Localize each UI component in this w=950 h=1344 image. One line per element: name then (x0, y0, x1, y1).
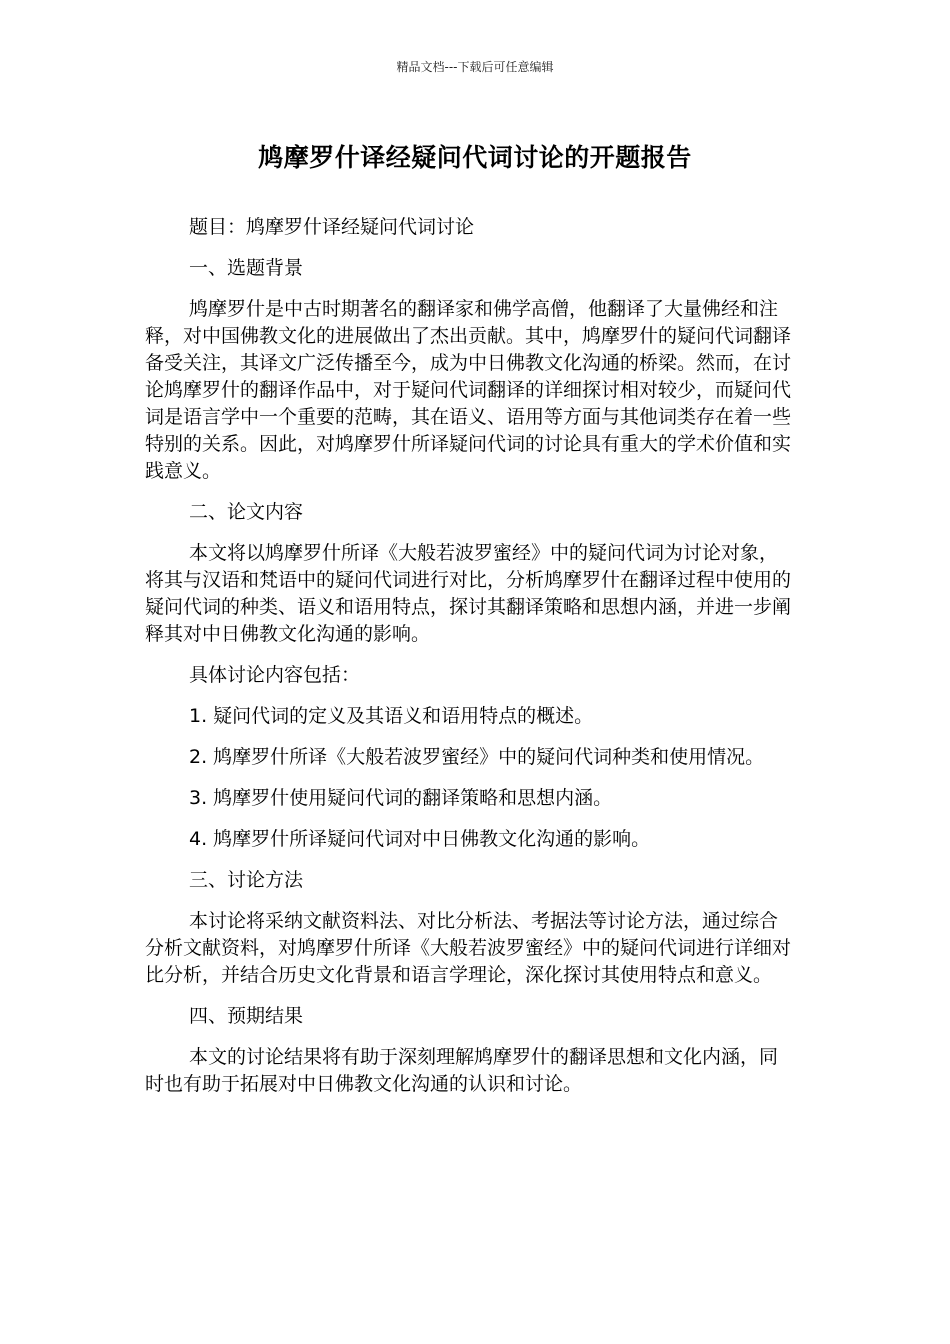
results-paragraph: 本文的讨论结果将有助于深刻理解鸠摩罗什的翻译思想和文化内涵，同时也有助于拓展对中日佛教文化沟通的认识和讨论。 (145, 1046, 779, 1095)
content-list-item: 1. 疑问代词的定义及其语义和语用特点的概述。 (189, 705, 594, 727)
section-heading-content: 二、论文内容 (189, 501, 304, 523)
topic-line: 题目：鸠摩罗什译经疑问代词讨论 (189, 216, 475, 238)
content-list-intro: 具体讨论内容包括： (189, 664, 361, 686)
background-paragraph: 鸠摩罗什是中古时期著名的翻译家和佛学高僧，他翻译了大量佛经和注释，对中国佛教文化的进展做出了杰出贡献。其中，鸠摩罗什的疑问代词翻译备受关注，其译文广泛传播至今，成为中日佛教文化沟通的桥梁。然而，在讨论鸠摩罗什的翻译作品中，对于疑问代词翻译的详细探讨相对较少，而疑问代词是语言学中一个重要的范畴，其在语义、语用等方面与其他词类存在着一些特别的关系。因此，对鸠摩罗什所译疑问代词的讨论具有重大的学术价值和实践意义。 (145, 298, 792, 482)
document-title: 鸠摩罗什译经疑问代词讨论的开题报告 (258, 143, 692, 172)
header-note: 精品文档---下载后可任意编辑 (396, 60, 554, 74)
section-heading-method: 三、讨论方法 (189, 869, 304, 891)
method-paragraph: 本讨论将采纳文献资料法、对比分析法、考据法等讨论方法，通过综合分析文献资料，对鸠摩罗什所译《大般若波罗蜜经》中的疑问代词进行详细对比分析，并结合历史文化背景和语言学理论，深化探讨其使用特点和意义。 (145, 910, 792, 986)
content-list-item: 4. 鸠摩罗什所译疑问代词对中日佛教文化沟通的影响。 (189, 828, 651, 850)
section-heading-background: 一、选题背景 (189, 257, 304, 279)
document-body (145, 214, 795, 1112)
content-list-item: 3. 鸠摩罗什使用疑问代词的翻译策略和思想内涵。 (189, 787, 613, 809)
content-paragraph: 本文将以鸠摩罗什所译《大般若波罗蜜经》中的疑问代词为讨论对象，将其与汉语和梵语中的疑问代词进行对比，分析鸠摩罗什在翻译过程中使用的疑问代词的种类、语义和语用特点，探讨其翻译策略和思想内涵，并进一步阐释其对中日佛教文化沟通的影响。 (145, 542, 792, 645)
content-list-item: 2. 鸠摩罗什所译《大般若波罗蜜经》中的疑问代词种类和使用情况。 (189, 746, 765, 768)
section-heading-results: 四、预期结果 (189, 1005, 304, 1027)
